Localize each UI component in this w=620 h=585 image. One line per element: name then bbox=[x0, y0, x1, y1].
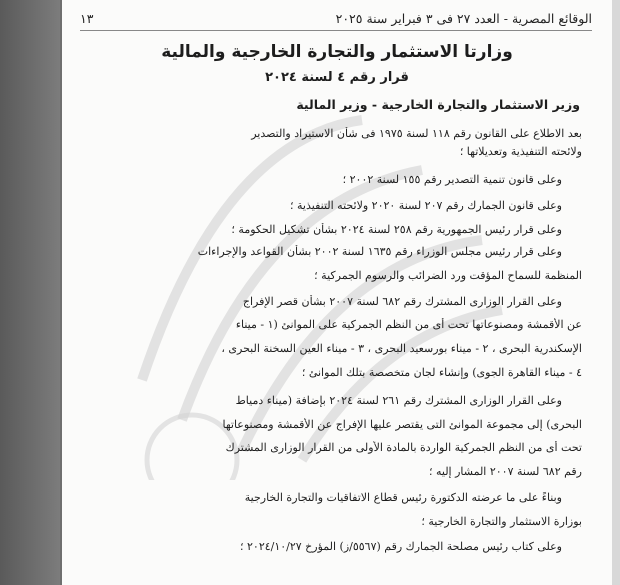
document-page bbox=[62, 0, 612, 585]
body-line: بوزارة الاستثمار والتجارة الخارجية ؛ bbox=[421, 515, 582, 528]
body-line: وعلى قرار رئيس الجمهورية رقم ٢٥٨ لسنة ٢٠٢٤ بشأن تشكيل الحكومة ؛ bbox=[231, 223, 562, 236]
viewer-left-margin bbox=[0, 0, 60, 585]
page-header bbox=[80, 8, 592, 28]
body-line: المنظمة للسماح المؤقت ورد الضرائب والرسوم الجمركية ؛ bbox=[314, 269, 582, 282]
body-line: بعد الاطلاع على القانون رقم ١١٨ لسنة ١٩٧٥ فى شأن الاستيراد والتصدير bbox=[251, 127, 582, 140]
body-line: ٤ - ميناء القاهرة الجوى) وإنشاء لجان متخصصة بتلك الموانئ ؛ bbox=[301, 366, 582, 379]
body-line: تحت أى من النظم الجمركية الواردة بالمادة الأولى من القرار الوزارى المشترك bbox=[225, 441, 582, 454]
body-line: رقم ٦٨٢ لسنة ٢٠٠٧ المشار إليه ؛ bbox=[429, 465, 582, 478]
ministry-title: وزارتا الاستثمار والتجارة الخارجية والمالية bbox=[161, 42, 513, 62]
body-line: وعلى كتاب رئيس مصلحة الجمارك رقم (٥٥٦٧/ز) المؤرخ ٢٠٢٤/١٠/٢٧ ؛ bbox=[240, 540, 562, 553]
body-line: البحرى) إلى مجموعة الموانئ التى يقتصر عليها الإفراج عن الأقمشة ومصنوعاتها bbox=[222, 418, 582, 431]
body-line: وعلى القرار الوزارى المشترك رقم ٢٦١ لسنة ٢٠٢٤ بإضافة (ميناء دمياط bbox=[235, 394, 562, 407]
body-line: وعلى القرار الوزارى المشترك رقم ٦٨٢ لسنة ٢٠٠٧ بشأن قصر الإفراج bbox=[242, 295, 562, 308]
body-line: الإسكندرية البحرى ، ٢ - ميناء بورسعيد البحرى ، ٣ - ميناء العين السخنة البحرى ، bbox=[221, 342, 582, 355]
header-divider bbox=[80, 30, 592, 31]
publication-info: الوقائع المصرية - العدد ٢٧ فى ٣ فبراير سنة ٢٠٢٥ bbox=[335, 10, 592, 26]
decree-title: قرار رقم ٤ لسنة ٢٠٢٤ bbox=[265, 70, 409, 85]
body-line: وبناءً على ما عرضته الدكتورة رئيس قطاع الاتفاقيات والتجارة الخارجية bbox=[244, 491, 562, 504]
body-line: عن الأقمشة ومصنوعاتها تحت أى من النظم الجمركية على الموانئ (١ - ميناء bbox=[235, 318, 582, 331]
document-content bbox=[62, 0, 612, 585]
body-line: وعلى قانون الجمارك رقم ٢٠٧ لسنة ٢٠٢٠ ولائحته التنفيذية ؛ bbox=[290, 199, 562, 212]
body-line: وعلى قرار رئيس مجلس الوزراء رقم ١٦٣٥ لسنة ٢٠٠٢ بشأن القواعد والإجراءات bbox=[197, 245, 562, 258]
body-line: ولائحته التنفيذية وتعديلاتها ؛ bbox=[459, 145, 582, 158]
viewer-scrollbar[interactable] bbox=[612, 0, 620, 585]
body-line: وعلى قانون تنمية التصدير رقم ١٥٥ لسنة ٢٠٠٢ ؛ bbox=[342, 173, 562, 186]
minister-heading: وزير الاستثمار والتجارة الخارجية - وزير المالية bbox=[296, 97, 580, 112]
page-number: ١٣ bbox=[80, 10, 94, 26]
